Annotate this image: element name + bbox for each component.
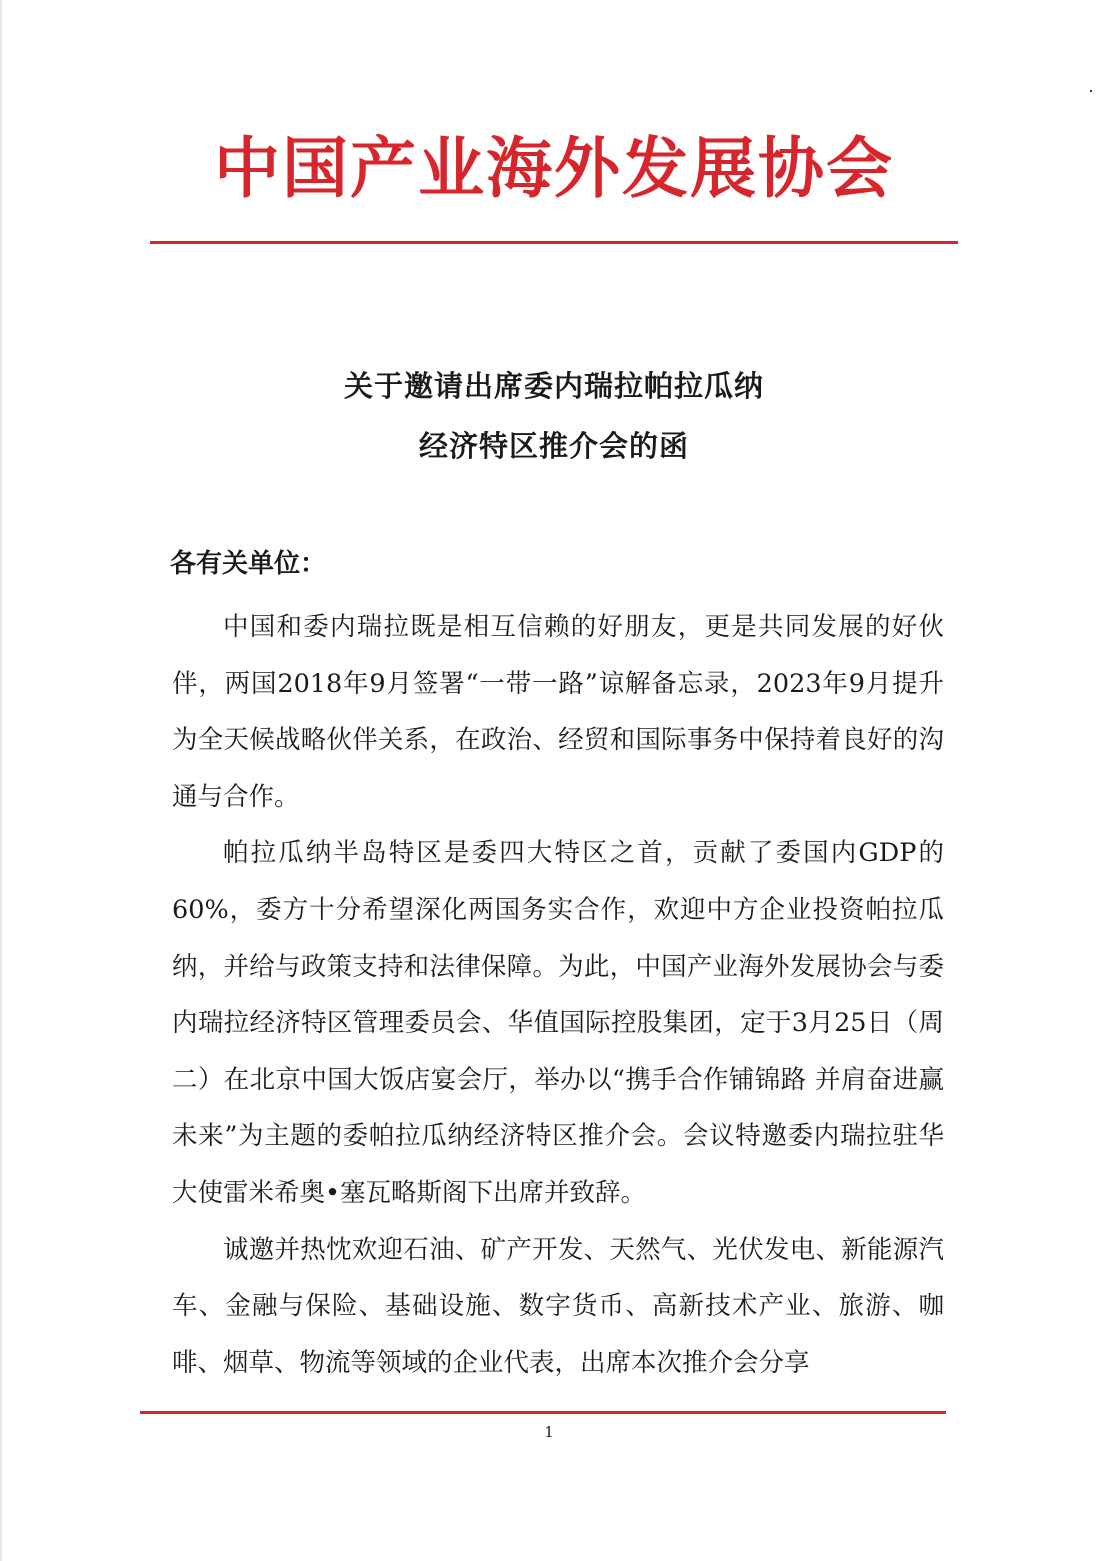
paragraph-2: 帕拉瓜纳半岛特区是委四大特区之首，贡献了委国内GDP的60%，委方十分希望深化两国务实合作，欢迎中方企业投资帕拉瓜纳，并给与政策支持和法律保障。为此，中国产业海外发展协会与委内瑞拉经济特区管理委员会、华值国际控股集团，定于3月25日（周二）在北京中国大饭店宴会厅，举办以“携手合作铺锦路 并肩奋进赢未来”为主题的委帕拉瓜纳经济特区推介会。会议特邀委内瑞拉驻华大使雷米希奥•塞瓦略斯阁下出席并致辞。 bbox=[172, 838, 944, 1208]
document-title-line-1: 关于邀请出席委内瑞拉帕拉瓜纳 bbox=[343, 369, 764, 403]
salutation: 各有关单位： bbox=[170, 549, 327, 579]
scan-left-edge bbox=[0, 0, 2, 1561]
footer-red-rule bbox=[140, 1411, 946, 1414]
letterhead-red-rule bbox=[150, 241, 958, 244]
paragraph-3: 诚邀并热忱欢迎石油、矿产开发、天然气、光伏发电、新能源汽车、金融与保险、基础设施、数字货币、高新技术产业、旅游、咖啡、烟草、物流等领域的企业代表，出席本次推介会分享 bbox=[172, 1234, 944, 1378]
document-title-line-2: 经济特区推介会的函 bbox=[418, 429, 689, 463]
scan-speck bbox=[1090, 90, 1092, 92]
letter-body bbox=[172, 599, 944, 1391]
page-number: 1 bbox=[544, 1423, 554, 1441]
letterhead-organization: 中国产业海外发展协会 bbox=[214, 129, 894, 207]
paragraph-1: 中国和委内瑞拉既是相互信赖的好朋友，更是共同发展的好伙伴，两国2018年9月签署“一带一路”谅解备忘录，2023年9月提升为全天候战略伙伴关系，在政治、经贸和国际事务中保持着良好的沟通与合作。 bbox=[172, 612, 944, 812]
